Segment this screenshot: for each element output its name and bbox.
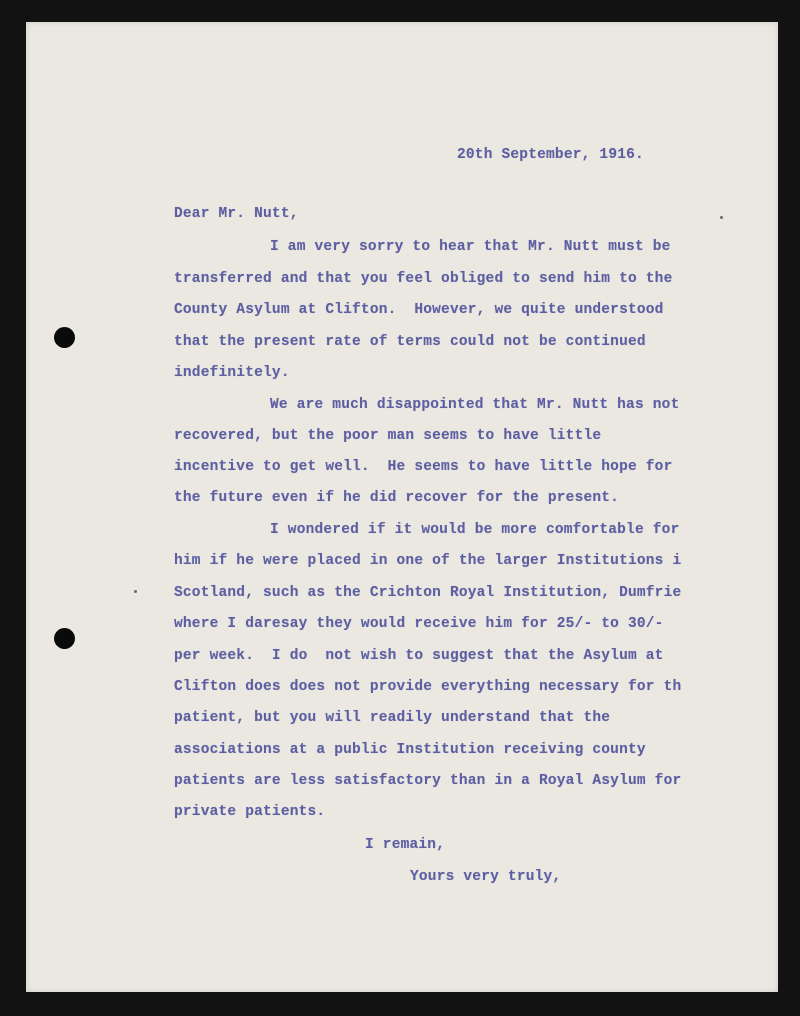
paper-speck [134, 590, 137, 593]
paragraph-2-line-3: incentive to get well. He seems to have little hope for [174, 459, 673, 475]
paragraph-1-line-4: that the present rate of terms could not be continued [174, 334, 646, 350]
paragraph-2-line-4: the future even if he did recover for the present. [174, 490, 620, 506]
paragraph-3-line-5: per week. I do not wish to suggest that the Asylum at [174, 648, 664, 664]
closing-yours: Yours very truly, [410, 869, 562, 885]
paper-speck [720, 216, 723, 219]
salutation: Dear Mr. Nutt, [174, 206, 299, 222]
paragraph-3-line-4: where I daresay they would receive him for 25/- to 30/- [174, 616, 664, 632]
closing-remain: I remain, [365, 837, 446, 853]
paragraph-3-line-10: private patients. [174, 804, 326, 820]
paragraph-3-line-7: patient, but you will readily understand that the [174, 710, 611, 726]
paragraph-3-line-1: I wondered if it would be more comfortable for [270, 522, 680, 538]
paragraph-1-line-2: transferred and that you feel obliged to send him to the [174, 271, 673, 287]
paragraph-2-line-1: We are much disappointed that Mr. Nutt has not [270, 397, 680, 413]
paragraph-3-line-9: patients are less satisfactory than in a Royal Asylum for [174, 773, 682, 789]
letter-date: 20th September, 1916. [457, 147, 644, 163]
paragraph-3-line-8: associations at a public Institution receiving county [174, 742, 646, 758]
paragraph-3-line-3: Scotland, such as the Crichton Royal Institution, Dumfrie [174, 585, 682, 601]
punch-hole [54, 628, 75, 649]
paragraph-1-line-3: County Asylum at Clifton. However, we quite understood [174, 302, 664, 318]
paragraph-3-line-2: him if he were placed in one of the larger Institutions i [174, 553, 682, 569]
paragraph-1-line-1: I am very sorry to hear that Mr. Nutt must be [270, 239, 671, 255]
punch-hole [54, 327, 75, 348]
paragraph-2-line-2: recovered, but the poor man seems to have little [174, 428, 602, 444]
paragraph-3-line-6: Clifton does does not provide everything necessary for th [174, 679, 682, 695]
paragraph-1-line-5: indefinitely. [174, 365, 290, 381]
